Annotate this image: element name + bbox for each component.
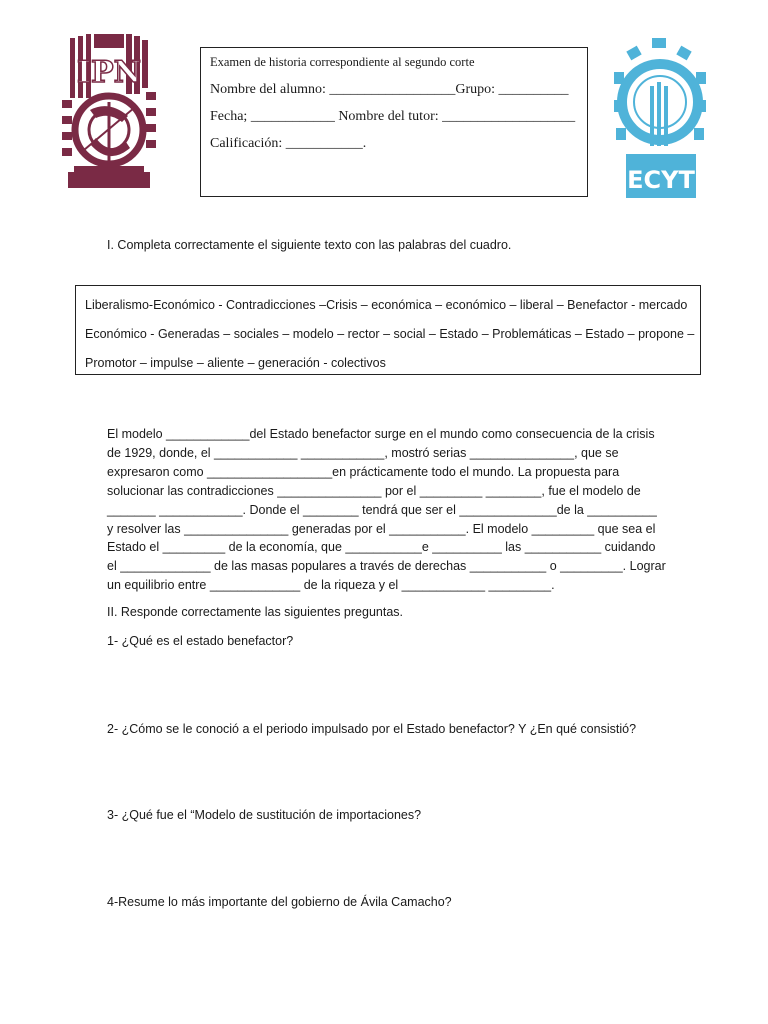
question-3: 3- ¿Qué fue el “Modelo de sustitución de importaciones? [107, 808, 422, 822]
grade-field[interactable]: Calificación: ___________. [210, 136, 367, 151]
paragraph-line[interactable]: _______ ____________. Donde el ________ tendrá que ser el ______________de la __________ [107, 502, 657, 517]
exam-header-box [200, 47, 588, 197]
exam-title: Examen de historia correspondiente al segundo corte [210, 55, 475, 69]
date-tutor-field[interactable]: Fecha; ____________ Nombre del tutor: ___________________ [210, 109, 576, 124]
paragraph-line[interactable]: el _____________ de las masas populares a través de derechas ___________ o _________. Lograr [107, 559, 666, 574]
svg-text:IPN: IPN [76, 55, 142, 90]
paragraph-line[interactable]: de 1929, donde, el ____________ ____________, mostró serias _______________, que se [107, 445, 619, 460]
question-2: 2- ¿Cómo se le conoció a el periodo impulsado por el Estado benefactor? Y ¿En qué consistió? [107, 722, 637, 736]
ipn-logo [60, 30, 158, 192]
question-1: 1- ¿Qué es el estado benefactor? [107, 634, 294, 648]
student-name-group-field[interactable]: Nombre del alumno: __________________Grupo: __________ [210, 82, 569, 97]
word-bank-line: Liberalismo-Económico - Contradicciones –Crisis – económica – económico – liberal – Benefactor - mercado [85, 298, 688, 312]
section-one-instruction: I. Completa correctamente el siguiente texto con las palabras del cuadro. [107, 238, 512, 252]
fill-in-paragraph [107, 425, 667, 595]
paragraph-line[interactable]: un equilibrio entre _____________ de la riqueza y el ____________ _________. [107, 578, 555, 593]
paragraph-line[interactable]: expresaron como __________________en prácticamente todo el mundo. La propuesta para [107, 464, 620, 479]
paragraph-line[interactable]: solucionar las contradicciones _______________ por el _________ ________, fue el modelo de [107, 483, 641, 498]
question-4: 4-Resume lo más importante del gobierno de Ávila Camacho? [107, 895, 452, 909]
word-bank-line: Promotor – impulse – aliente – generación - colectivos [85, 356, 386, 370]
paragraph-line[interactable]: Estado el _________ de la economía, que ___________e __________ las ___________ cuidando [107, 540, 656, 555]
word-bank-box [75, 285, 701, 375]
paragraph-line[interactable]: El modelo ____________del Estado benefactor surge en el mundo como consecuencia de la crisis [107, 427, 655, 441]
svg-text:ECYT: ECYT [627, 166, 695, 194]
word-bank-line: Económico - Generadas – sociales – modelo – rector – social – Estado – Problemáticas – Estado – propone – [85, 327, 695, 341]
ecyt-logo [612, 36, 710, 206]
paragraph-line[interactable]: y resolver las _______________ generadas por el ___________. El modelo _________ que sea el [107, 521, 656, 536]
section-two-instruction: II. Responde correctamente las siguientes preguntas. [107, 605, 404, 619]
